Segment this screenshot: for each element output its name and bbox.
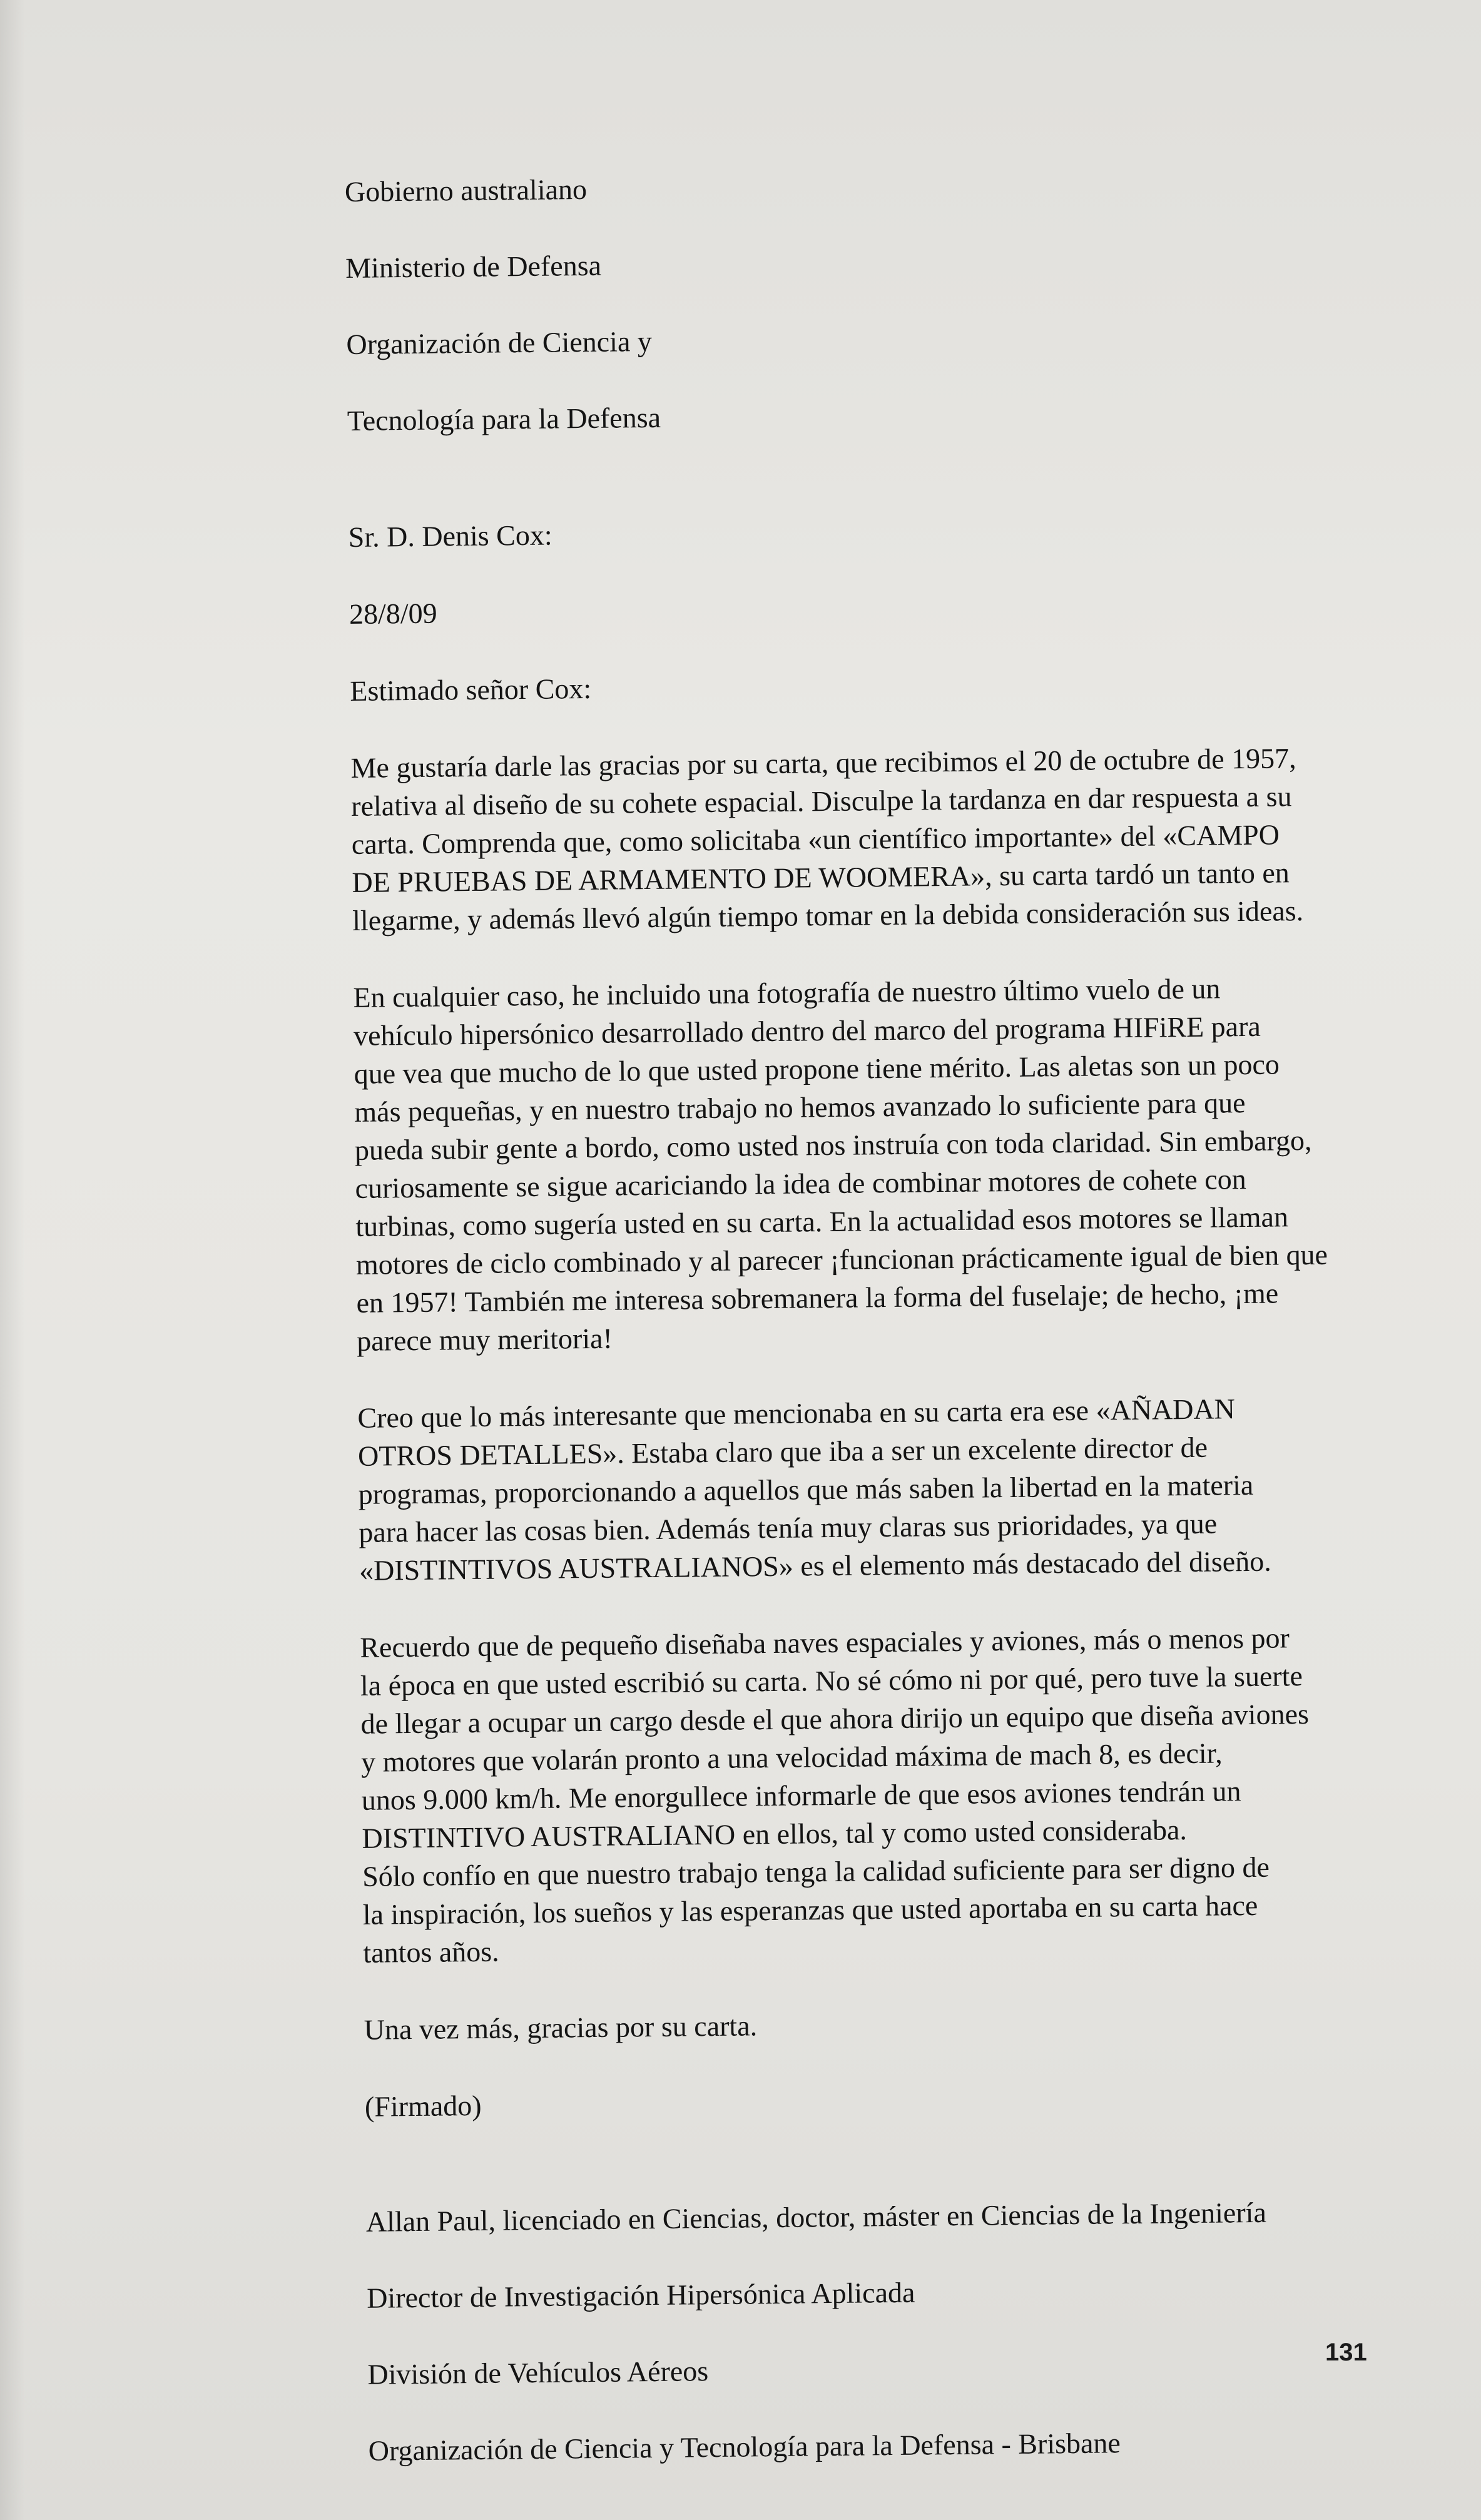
paragraph: Recuerdo que de pequeño diseñaba naves espaciales y aviones, más o menos por la época en que usted escribió su carta. No sé cómo ni por qué, pero tuve la suerte de llegar a ocupar un cargo desde el que ahora dirijo un equipo que diseña aviones y motores que volarán pronto a una velocidad máxima de mach 8, es decir, unos 9.000 km/h. Me enorgullece informarle de que esos aviones tendrán un DISTINTIVO AUSTRALIANO en ellos, tal y como usted consideraba. Sólo confío en que nuestro trabajo tenga la calidad suficiente para ser digno de la inspiración, los sueños y las esperanzas que usted aportaba en su carta hace tantos años. xyxy=(360,1622,1310,1969)
signature-block xyxy=(365,2154,1402,2508)
signature-line: División de Vehículos Aéreos xyxy=(367,2355,709,2390)
letterhead-line: Organización de Ciencia y xyxy=(346,325,653,360)
paragraph: En cualquier caso, he incluido una fotografía de nuestro último vuelo de un vehículo hipersónico desarrollado dentro del marco del programa HIFiRE para que vea que mucho de lo que usted propone tiene mérito. Las aletas son un poco más pequeñas, y en nuestro trabajo no hemos avanzado lo suficiente para que pueda subir gente a bordo, como usted nos instruía con toda claridad. Sin embargo, curiosamente se sigue acariciando la idea de combinar motores de cohete con turbinas, como sugería usted en su carta. En la actualidad esos motores se llaman motores de ciclo combinado y al parecer ¡funcionan prácticamente igual de bien que en 1957! También me interesa sobremanera la forma del fuselaje; de hecho, ¡me parece muy meritoria! xyxy=(353,972,1328,1357)
letterhead-line: Ministerio de Defensa xyxy=(345,249,602,284)
signature-line: Allan Paul, licenciado en Ciencias, doctor, máster en Ciencias de la Ingeniería xyxy=(365,2196,1267,2238)
letterhead xyxy=(344,124,1380,478)
page-number: 131 xyxy=(1325,2339,1367,2366)
letter-date: 28/8/09 xyxy=(349,597,437,630)
closing-line: Una vez más, gracias por su carta. xyxy=(364,2009,758,2046)
page-gutter-shadow xyxy=(0,0,25,2520)
salutation: Estimado señor Cox: xyxy=(350,672,592,707)
signed-note: (Firmado) xyxy=(364,2089,482,2123)
letter-body xyxy=(344,124,1402,2508)
letterhead-line: Gobierno australiano xyxy=(344,173,588,208)
paragraph: Me gustaría darle las gracias por su carta, que recibimos el 20 de octubre de 1957, relativa al diseño de su cohete espacial. Disculpe la tardanza en dar respuesta a su carta. Comprenda que, como solicitaba «un científico importante» del «CAMPO DE PRUEBAS DE ARMAMENTO DE WOOMERA», su carta tardó un tanto en llegarme, y además llevó algún tiempo tomar en la debida consideración sus ideas. xyxy=(350,742,1304,937)
letterhead-line: Tecnología para la Defensa xyxy=(347,401,661,437)
signature-line: Director de Investigación Hipersónica Aplicada xyxy=(366,2276,915,2314)
paragraph: Creo que lo más interesante que mencionaba en su carta era ese «AÑADAN OTROS DETALLES». Estaba claro que iba a ser un excelente director de programas, proporcionando a aquellos que más saben la libertad en la materia para hacer las cosas bien. Además tenía muy claras sus prioridades, ya que «DISTINTIVOS AUSTRALIANOS» es el elemento más destacado del diseño. xyxy=(357,1393,1271,1587)
signature-line: Organización de Ciencia y Tecnología para la Defensa - Brisbane xyxy=(368,2427,1121,2467)
recipient: Sr. D. Denis Cox: xyxy=(348,519,552,553)
